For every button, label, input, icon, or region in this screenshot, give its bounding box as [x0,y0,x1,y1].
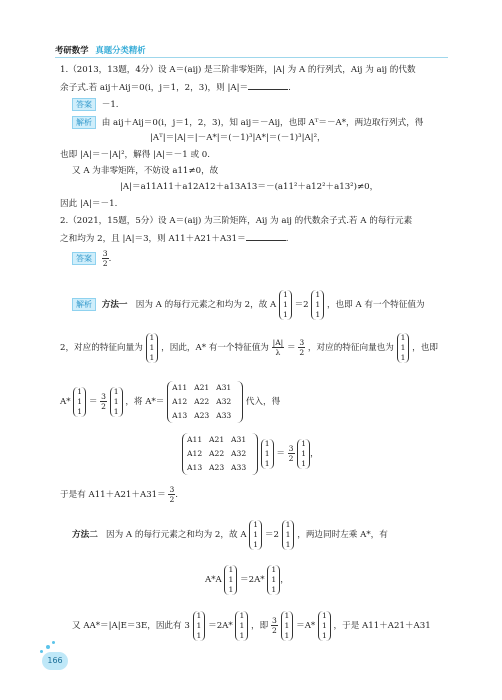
ones-vector: 1 1 1 [73,387,86,417]
ones-vector: 1 1 1 [267,565,280,595]
method2-line2: A*A 1 1 1 ＝2A* 1 1 1， [205,564,289,594]
decor-dot [52,641,55,644]
q1-answer-value: －1. [101,100,119,110]
header-rule [55,57,448,58]
ones-vector: 1 1 1 [193,611,206,641]
ones-vector: 1 1 1 [279,290,292,320]
ones-vector: 1 1 1 [261,439,274,469]
conclusion-fraction: $\frac{3}{2}$ [169,485,175,504]
q1-analysis-line1 [72,116,423,130]
q2-statement-line2: 之和均为 2，且 |A|＝3，则 A11＋A21＋A31＝ . [60,231,288,246]
three-halves: $\frac{3}{2}$ [288,444,294,463]
ones-vector: 1 1 1 [311,290,324,320]
ones-vector: 1 1 1 [224,565,237,595]
ones-vector: 1 1 1 [318,611,331,641]
ones-vector: 1 1 1 [146,333,159,363]
adjugate-matrix: A11 A21 A31 A12 A22 A32 A13 A23 A33 [182,433,258,475]
method2-line1: 方法二 因为 A 的每行元素之和均为 2，故 A 1 1 1 ＝2 1 1 1 ，两边同时左乘 A*，有 [72,519,388,549]
ones-vector: 1 1 1 [110,387,123,417]
analysis-tag: 解析 [72,116,96,129]
ones-vector: 1 1 1 [297,439,310,469]
q1-analysis-line3: 也即 |A|＝－|A|²，解得 |A|＝－1 或 0. [60,150,210,160]
method1-label: 方法一 [101,300,128,310]
three-halves: $\frac{3}{2}$ [101,392,107,411]
ones-vector: 1 1 1 [281,611,294,641]
adjugate-matrix: A11 A21 A31 A12 A22 A32 A13 A23 A33 [167,381,243,423]
method2-label: 方法二 [72,530,98,540]
q1-analysis-text1: 由 aij＋Aij＝0(i，j＝1，2，3)，知 aij＝－Aij，也即 Aᵀ＝－A*，两边取行列式，得 [101,118,424,128]
ones-vector: 1 1 1 [249,520,262,550]
q1-analysis-line2: |Aᵀ|＝|A|＝|－A*|＝(－1)³|A*|＝(－1)³|A|²， [150,133,326,143]
method1-line1: 解析 方法一 因为 A 的每行元素之和均为 2，故 A 1 1 1 ＝2 1 1 1 ，也即 A 有一个特征值为 [72,288,425,322]
method1-line2: 2，对应的特征向量为 1 1 1 ，因此，A* 有一个特征值为 $\frac{|A|}{\lambda}$ ＝ $\frac{3}{2}$ ，对应的特征向量也为 1 1 1 ，也即 [60,332,438,362]
q1-analysis-line6: 因此 |A|＝－1. [60,199,118,209]
decor-dot [40,650,43,653]
analysis-tag: 解析 [72,298,96,311]
q1-analysis-line5: |A|＝a11A11＋a12A12＋a13A13＝－(a11²＋a12²＋a13²)≠0， [120,182,379,192]
method2-line3: 又 AA*＝|A|E＝3E，因此有 3 1 1 1 ＝2A* 1 1 1 ，即 $\frac{3}{2} 1$ 1 1 ＝A* 1 1 1 ，于是 A11＋A21＋A31 [72,610,431,640]
q1-answer [72,98,119,112]
eigenvalue-value: $\frac{3}{2}$ [299,338,305,357]
ones-vector: 1 1 1 [235,611,248,641]
method1-equation: A11 A21 A31 A12 A22 A32 A13 A23 A33 1 1 1 ＝ $\frac{3}{2} 1$ 1 1， [182,430,319,478]
answer-tag: 答案 [72,252,96,265]
method1-line3: A* 1 1 1 ＝ $\frac{3}{2} 1$ 1 1 ，将 A*＝ A11 A21 A31 A12 A22 A32 A13 A23 A33 代入，得 [60,378,280,426]
running-header [55,44,146,56]
ones-vector: 1 1 1 [282,520,295,550]
q2-statement-line1: 2.（2021，15题，5分）设 A＝(aij) 为三阶矩阵，Aij 为 aij 的代数余子式.若 A 的每行元素 [60,216,413,226]
q2-answer-fraction: $\frac{3}{2}$ [102,249,108,268]
answer-blank [248,80,288,90]
q1-statement-line1: 1.（2013，13题，4分）设 A＝(aij) 是三阶非零矩阵，|A| 为 A 的行列式，Aij 为 aij 的代数 [60,65,416,75]
method1-conclusion: 于是有 A11＋A21＋A31＝ $\frac{3}{2}$. [60,485,179,504]
q1-statement-line2: 余子式.若 aij＋Aij＝0(i，j＝1，2，3)，则 |A|＝ . [60,80,291,95]
ones-vector: 1 1 1 [397,333,410,363]
three-halves: $\frac{3}{2}$ [271,616,277,635]
book-title: 考研数学 [55,45,89,55]
answer-blank [246,231,286,241]
decor-dot [46,645,50,649]
q1-analysis-line4: 又 A 为非零矩阵，不妨设 a11≠0，故 [72,166,219,176]
series-title: 真题分类精析 [95,45,146,55]
q2-answer: 答案 $\frac{3}{2}$. [72,249,111,269]
q1-statement-text: 余子式.若 aij＋Aij＝0(i，j＝1，2，3)，则 |A|＝ [60,83,249,93]
eigenvalue-fraction: $\frac{|A|}{\lambda}$ [272,338,284,357]
answer-tag: 答案 [72,98,96,111]
q2-statement-text: 之和均为 2，且 |A|＝3，则 A11＋A21＋A31＝ [60,234,246,244]
page-number: 166 [42,652,68,670]
